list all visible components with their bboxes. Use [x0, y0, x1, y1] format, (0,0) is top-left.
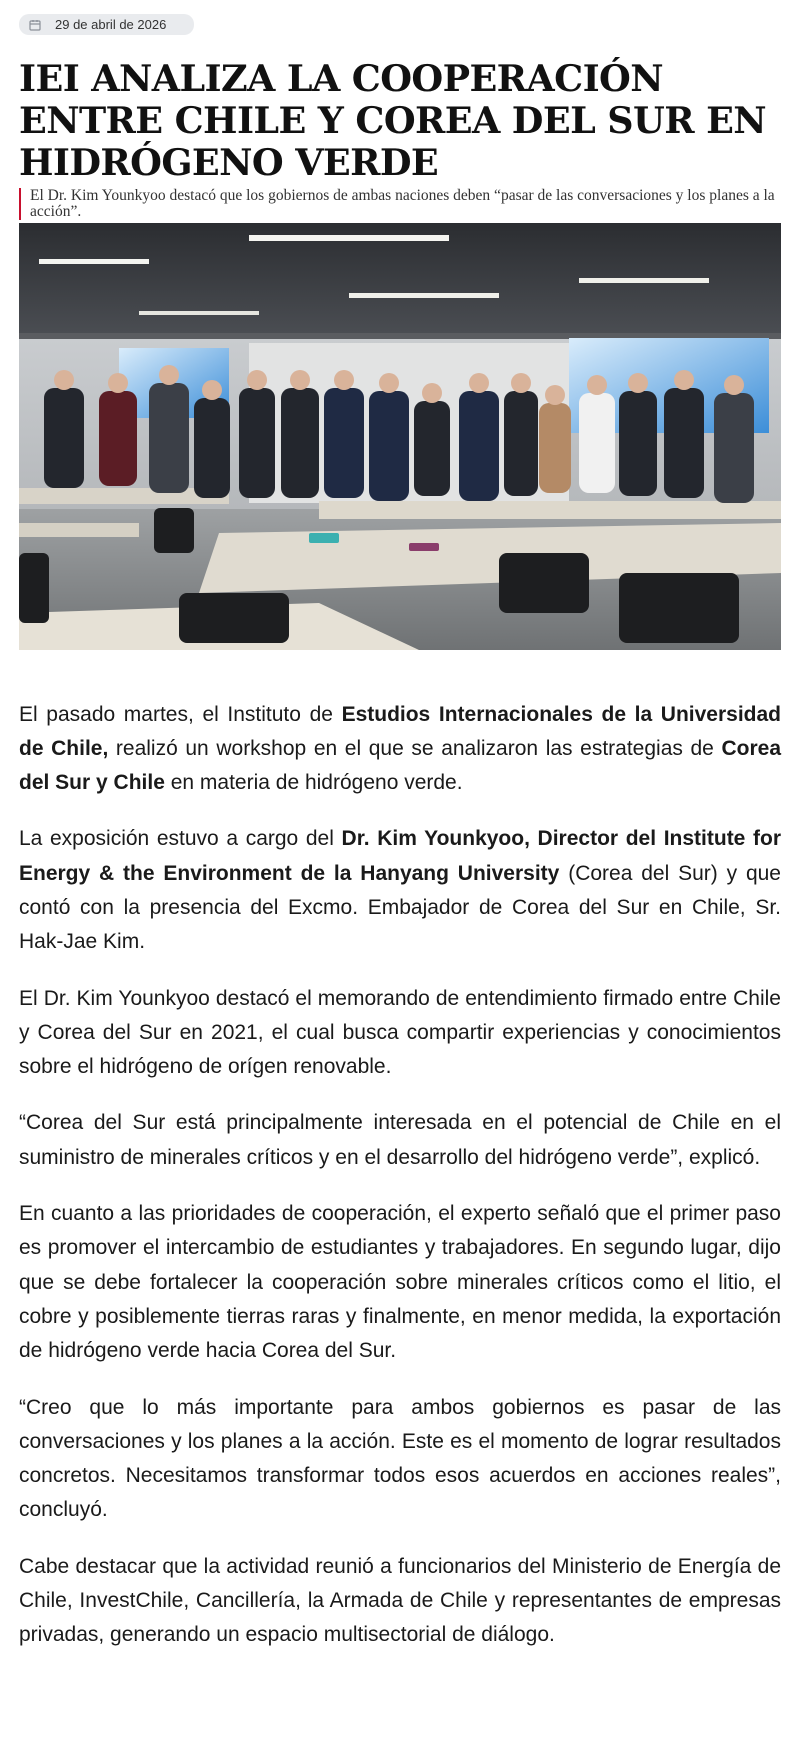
date-badge	[19, 14, 194, 35]
article-page	[19, 14, 781, 1675]
paragraph-5: En cuanto a las prioridades de cooperación, el experto señaló que el primer paso es promover el intercambio de estudiantes y trabajadores. En segundo lugar, dijo que se debe fortalecer la cooperación sobre minerales críticos como el litio, el cobre y posiblemente tierras raras y finalmente, en menor medida, la exportación de hidrógeno verde hacia Corea del Sur.	[19, 1202, 781, 1363]
date-text: 29 de abril de 2026	[55, 17, 167, 32]
paragraph-3: El Dr. Kim Younkyoo destacó el memorando de entendimiento firmado entre Chile y Corea del Sur en 2021, el cual busca compartir experiencias y conocimientos sobre el hidrógeno de orígen renovable.	[19, 986, 781, 1079]
paragraph-4: “Corea del Sur está principalmente interesada en el potencial de Chile en el suministro de minerales críticos y en el desarrollo del hidrógeno verde”, explicó.	[19, 1111, 781, 1169]
article-body	[19, 698, 781, 1653]
paragraph-1: El pasado martes, el Instituto de Estudios Internacionales de la Universidad de Chile, realizó un workshop en el que se analizaron las estrategias de Corea del Sur y Chile en materia de hidrógeno verde.	[19, 702, 782, 795]
article-subtitle: El Dr. Kim Younkyoo destacó que los gobiernos de ambas naciones deben “pasar de las conversaciones y los planes a la acción”.	[19, 188, 781, 220]
article-photo	[19, 223, 781, 650]
article-title: IEI ANALIZA LA COOPERACIÓN ENTRE CHILE Y COREA DEL SUR EN HIDRÓGENO VERDE	[19, 56, 767, 184]
paragraph-6: “Creo que lo más importante para ambos gobiernos es pasar de las conversaciones y los planes a la acción. Este es el momento de lograr resultados concretos. Necesitamos transformar todos esos acuerdos en acciones reales”, concluyó.	[19, 1395, 781, 1522]
calendar-icon	[29, 19, 41, 31]
paragraph-7: Cabe destacar que la actividad reunió a funcionarios del Ministerio de Energía de Chile, InvestChile, Cancillería, la Armada de Chile y representantes de empresas privadas, generando un espacio multisectorial de diálogo.	[19, 1554, 781, 1647]
paragraph-2: La exposición estuvo a cargo del Dr. Kim Younkyoo, Director del Institute for Energy & the Environment de la Hanyang University (Corea del Sur) y que contó con la presencia del Excmo. Embajador de Corea del Sur en Chile, Sr. Hak-Jae Kim.	[19, 827, 781, 954]
